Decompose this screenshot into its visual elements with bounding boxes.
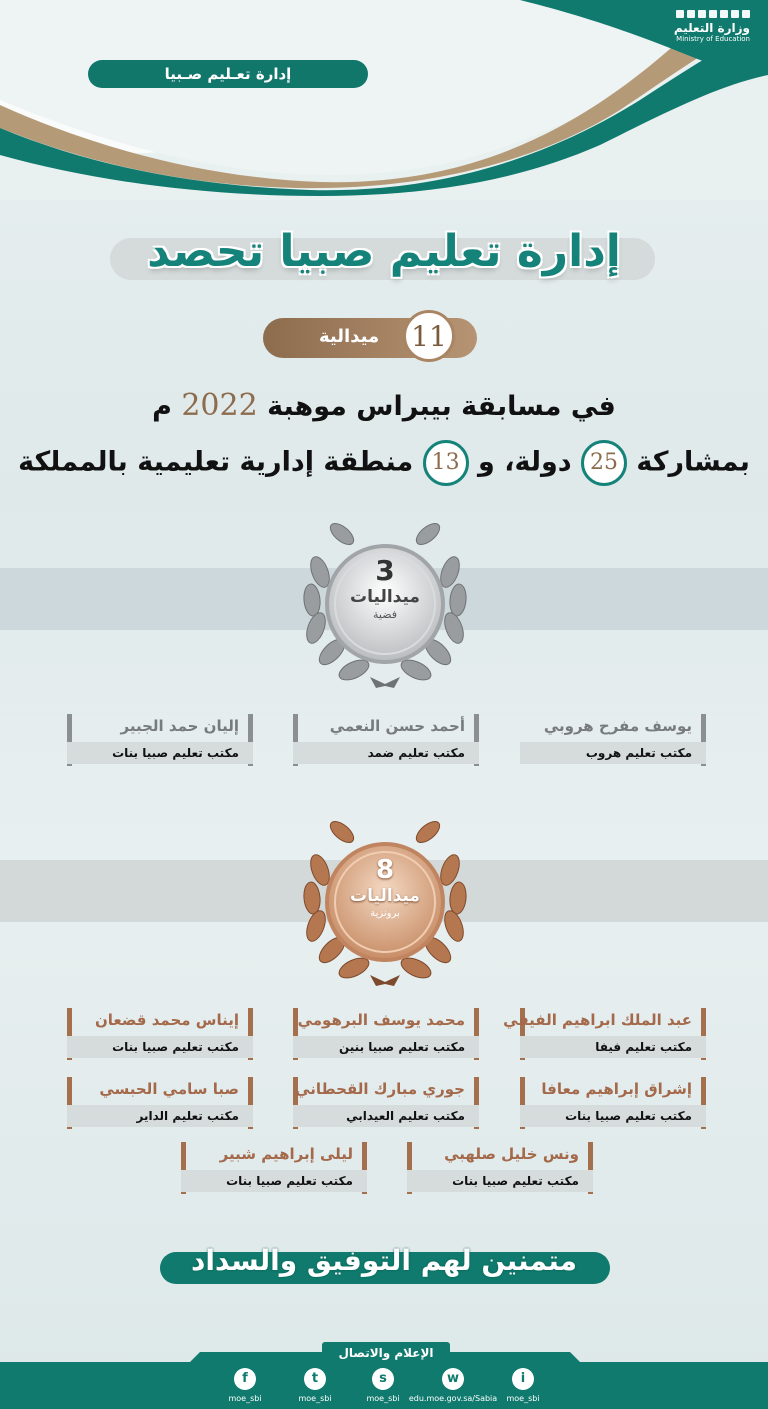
bronze-winner-card	[407, 1142, 593, 1194]
medal-count: 11	[403, 310, 455, 362]
twitter-icon: t	[304, 1368, 326, 1390]
bronze-winner-card	[520, 1077, 706, 1129]
winner-office: مكتب تعليم صبيا بنات	[67, 742, 253, 764]
web-icon: w	[442, 1368, 464, 1390]
ministry-logo-icon	[640, 10, 750, 18]
silver-label: ميداليات	[350, 587, 420, 607]
social-handle: edu.moe.gov.sa/Sabia	[408, 1394, 498, 1403]
winner-office: مكتب تعليم صبيا بنات	[407, 1170, 593, 1192]
social-handle: moe_sbi	[228, 1394, 262, 1403]
intro-line-2-end: منطقة إدارية تعليمية بالمملكة	[18, 446, 414, 478]
winner-name: محمد يوسف البرهومي	[297, 1011, 465, 1029]
silver-badge	[335, 555, 435, 623]
media-label: الإعلام والاتصال	[322, 1342, 450, 1364]
winner-name: يوسف مفرح هروبي	[543, 717, 692, 735]
social-handle: moe_sbi	[298, 1394, 332, 1403]
regions-count: 13	[423, 440, 469, 486]
winner-office: مكتب تعليم صبيا بنات	[520, 1105, 706, 1127]
bronze-winner-card	[293, 1008, 479, 1060]
intro-line-1	[0, 388, 768, 423]
snapchat-icon: s	[372, 1368, 394, 1390]
winner-office: مكتب تعليم صبيا بنات	[67, 1036, 253, 1058]
bronze-winner-card	[293, 1077, 479, 1129]
ministry-name-ar: وزارة التعليم	[673, 21, 750, 35]
winner-name: ونس خليل صلهبي	[444, 1145, 579, 1163]
silver-winner-card	[520, 714, 706, 766]
silver-winner-card	[67, 714, 253, 766]
instagram-icon: i	[512, 1368, 534, 1390]
social-handle: moe_sbi	[506, 1394, 540, 1403]
winner-name: صبا سامي الحبسي	[99, 1080, 239, 1098]
countries-count: 25	[581, 440, 627, 486]
winner-office: مكتب تعليم العيدابي	[293, 1105, 479, 1127]
department-label: إدارة تعـليم صـبيا	[88, 60, 368, 88]
silver-count: 3	[375, 554, 395, 587]
ministry-name-en: Ministry of Education	[676, 35, 750, 43]
social-instagram[interactable]	[478, 1368, 568, 1403]
ministry-logo	[640, 10, 750, 43]
intro-line-2-mid: دولة، و	[478, 446, 572, 478]
medal-word: ميدالية	[319, 326, 380, 347]
winner-name: ليلى إبراهيم شبير	[219, 1145, 353, 1163]
winner-name: إليان حمد الجبير	[120, 717, 239, 735]
bronze-badge	[335, 855, 435, 921]
winner-name: عبد الملك ابراهيم الفيفي	[503, 1011, 692, 1029]
bronze-winner-card	[67, 1008, 253, 1060]
social-handle: moe_sbi	[366, 1394, 400, 1403]
intro-line-2-start: بمشاركة	[636, 446, 750, 478]
winner-office: مكتب تعليم صبيا بنات	[181, 1170, 367, 1192]
intro-line-2	[0, 440, 768, 486]
bronze-type: برونزية	[370, 908, 400, 919]
bronze-winner-card	[67, 1077, 253, 1129]
winner-office: مكتب تعليم صبيا بنين	[293, 1036, 479, 1058]
page-title: إدارة تعليم صبيا تحصد	[147, 226, 621, 277]
medal-count-pill	[263, 318, 477, 358]
silver-type: فضية	[372, 608, 397, 621]
winner-name: أحمد حسن النعمي	[329, 717, 465, 735]
winner-office: مكتب تعليم ضمد	[293, 742, 479, 764]
winner-name: إيناس محمد قضعان	[95, 1011, 239, 1029]
bronze-winner-card	[503, 1008, 706, 1060]
competition-year: 2022	[181, 388, 258, 423]
bronze-label: ميداليات	[350, 886, 420, 906]
bronze-winner-card	[181, 1142, 367, 1194]
facebook-icon: f	[234, 1368, 256, 1390]
bronze-count: 8	[375, 855, 395, 885]
winner-name: إشراق إبراهيم معافا	[541, 1080, 692, 1098]
winner-name: جوري مبارك القحطاني	[295, 1080, 465, 1098]
winner-office: مكتب تعليم الداير	[67, 1105, 253, 1127]
closing-message: متمنين لهم التوفيق والسداد	[190, 1244, 578, 1277]
silver-winner-card	[293, 714, 479, 766]
intro-line-1-end: م	[152, 391, 172, 422]
winner-office: مكتب تعليم فيفا	[520, 1036, 706, 1058]
intro-line-1-start: في مسابقة بيبراس موهبة	[267, 391, 616, 422]
winner-office: مكتب تعليم هروب	[520, 742, 706, 764]
